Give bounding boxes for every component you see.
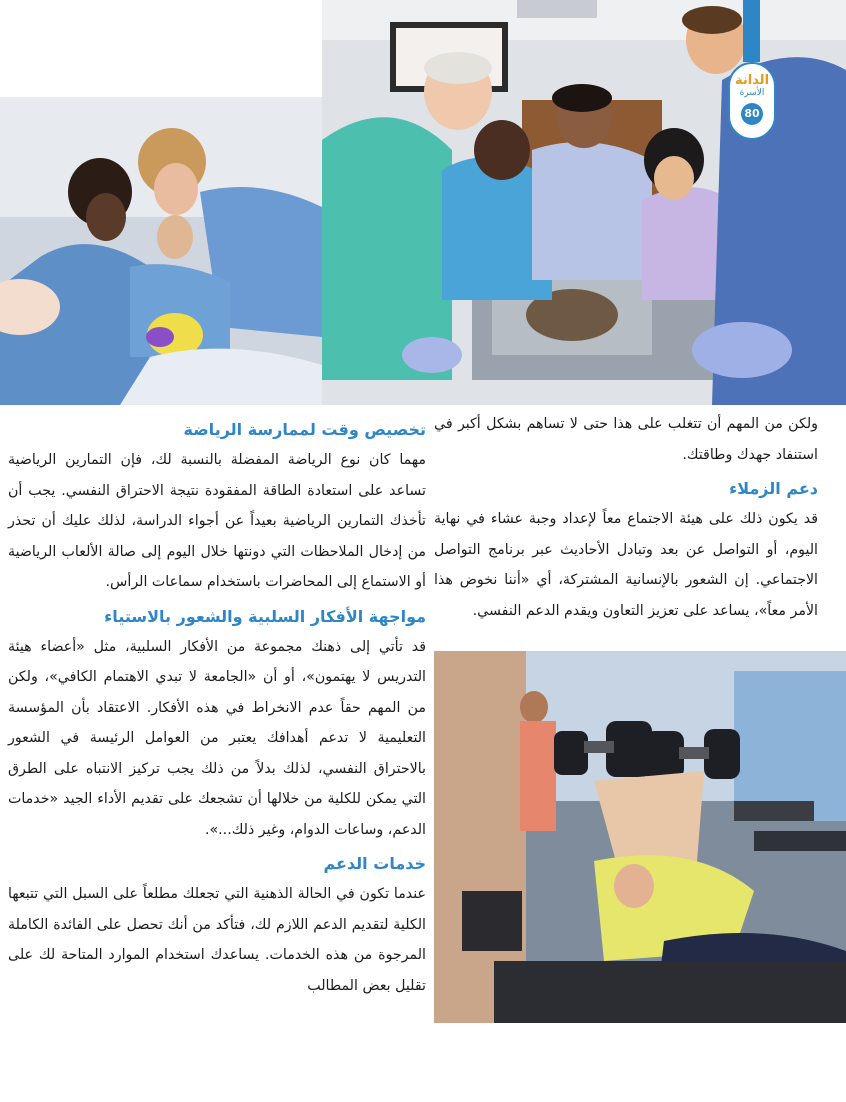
intro-paragraph: ولكن من المهم أن تتغلب على هذا حتى لا تساهم بشكل أكبر في استنفاد جهدك وطاقتك. (434, 416, 818, 463)
anatomy-lab-icon (322, 0, 846, 405)
section-title-support-services: خدمات الدعم (323, 854, 426, 873)
badge-shield (728, 62, 776, 140)
left-column (8, 415, 426, 1005)
gym-bench-press-icon (434, 651, 846, 1023)
section-text-support-services: عندما تكون في الحالة الذهنية التي تجعلك مطلعاً على السبل التي تتبعها الكلية لتقديم الدعم اللازم لك، فتأكد من أنك تحصل على الفائدة الكاملة المرجوة من هذه الخدمات. يساعدك استخدام الموارد المتاحة لك على تقليل بعض المطالب (8, 886, 426, 994)
section-title-negative-thoughts: مواجهة الأفكار السلبية والشعور بالاستياء (104, 606, 426, 626)
section-text-peer-support: قد يكون ذلك على هيئة الاجتماع معاً لإعداد وجبة عشاء في نهاية اليوم، أو التواصل عن بعد وتبادل الأحاديث عبر برنامج التواصل الاجتماعي. إن الشعور بالإنسانية المشتركة، أي «أننا نخوض هذا الأمر معاً»، يساعد على تعزيز التعاون ويقدم الدعم النفسي. (434, 511, 818, 619)
nurses-training-photo (0, 97, 322, 405)
nurses-training-icon (0, 97, 322, 405)
section-text-exercise: مهما كان نوع الرياضة المفضلة بالنسبة لك، فإن التمارين الرياضية تساعد على استعادة الطاقة المفقودة نتيجة الاحتراق النفسي. يجب أن تأخذك التمارين الرياضية بعيداً عن أجواء الدراسة، لذلك عليك أن تحذر من إدخال الملاحظات التي دونتها خلال اليوم إلى صالة الألعاب الرياضية أو الاستماع إلى المحاضرات باستخدام سماعات الرأس. (8, 452, 426, 590)
gym-photo (434, 651, 846, 1023)
section-text-negative-thoughts: قد تأتي إلى ذهنك مجموعة من الأفكار السلبية، مثل «أعضاء هيئة التدريس لا يهتمون»، أو أن «الجامعة لا تبدي الاهتمام الكافي»، ولكن من المهم حقاً عدم الانخراط في هذه الأفكار. الاعتقاد بأن المؤسسة التعليمية لا تدعم أهدافك يعتبر من العوامل الرئيسة في الشعور بالاحتراق النفسي، لذلك بدلاً من ذلك يجب تركيز الانتباه على الطرق التي يمكن للكلية من خلالها أن تشجعك على تقديم الأداء الجيد «خدمات الدعم، وساعات الدوام، وغير ذلك...». (8, 638, 426, 838)
page-badge (728, 62, 776, 140)
page-number: 80 (741, 103, 763, 125)
magazine-section: الأسرة (739, 88, 765, 98)
magazine-logo: الدانة (734, 73, 770, 88)
section-title-exercise: تخصيص وقت لممارسة الرياضة (183, 420, 426, 439)
section-title-peer-support: دعم الزملاء (729, 479, 818, 498)
anatomy-lab-photo (322, 0, 846, 405)
badge-bar (743, 0, 760, 62)
right-column (434, 409, 818, 630)
